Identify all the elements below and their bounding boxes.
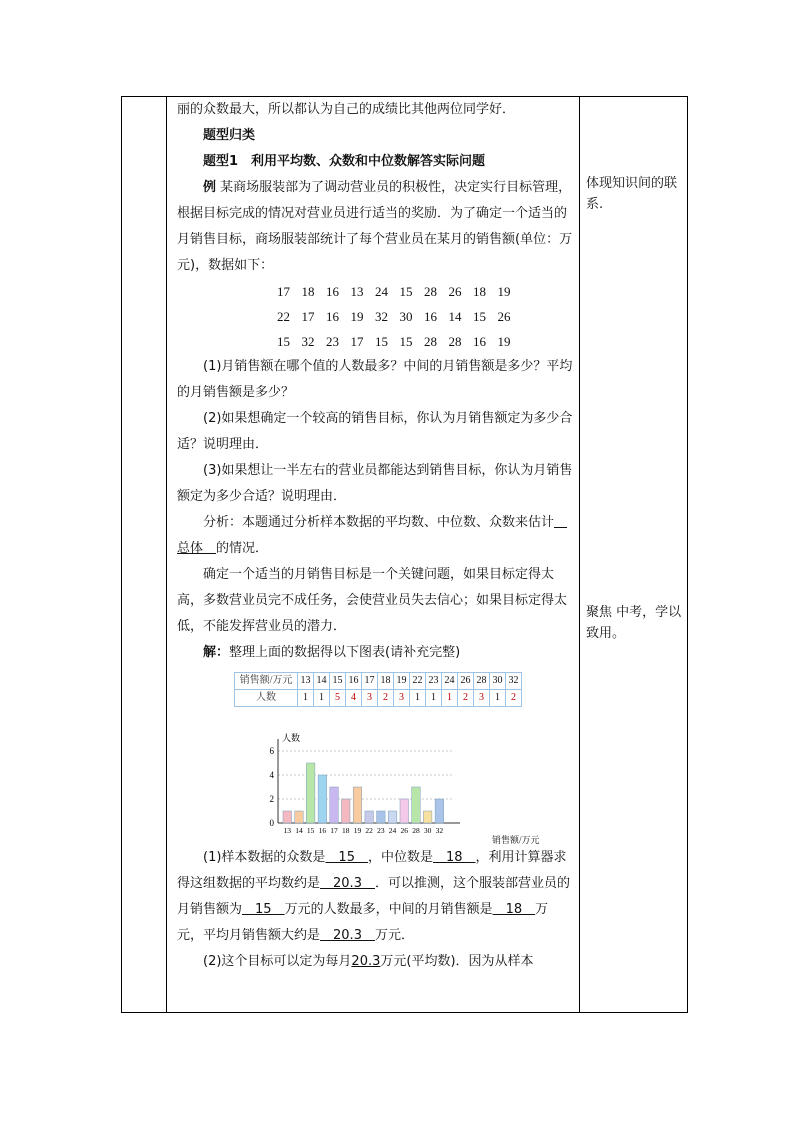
table-cell: 1 [410,690,426,707]
data-value: 16 [473,334,486,349]
analysis-paragraph [177,510,573,562]
table-cell: 5 [330,690,346,707]
x-tick-label: 23 [377,826,385,835]
answer-2 [177,949,573,975]
bar [365,811,374,823]
x-tick-label: 15 [306,826,315,835]
data-value: 15 [399,334,413,349]
key-paragraph: 确定一个适当的月销售目标是一个关键问题，如果目标定得太高，多数营业员完不成任务，会使营业员失去信心；如果目标定得太低，不能发挥营业员的潜力． [177,567,568,634]
answer-text: ，利用计算器求得这组数据的平均数约是 [177,850,567,891]
table-cell: 24 [442,673,458,690]
table-cell: 1 [490,690,506,707]
data-value: 15 [399,284,413,299]
answer-blank: 总体 [177,515,568,556]
table-cell: 2 [506,690,522,707]
bar [283,811,292,823]
example-text: 某商场服装部为了调动营业员的积极性，决定实行目标管理，根据目标完成的情况对营业员进行适当的奖励．为了确定一个适当的月销售目标，商场服装部统计了每个营业员在某月的销售额(单位：万元)，数据如下： [177,180,573,273]
solution-paragraph [177,640,573,666]
answer-blank: 20.3 [320,928,375,943]
data-value: 26 [448,284,462,299]
data-value: 15 [277,334,290,349]
x-tick-label: 22 [365,826,373,835]
data-row [177,304,573,329]
y-tick-label: 4 [269,770,274,780]
data-value: 13 [350,284,364,299]
data-value: 17 [350,334,364,349]
bar [388,811,397,823]
data-value: 16 [424,309,437,324]
data-row [177,329,573,354]
data-value: 17 [301,309,315,324]
data-value: 22 [277,309,290,324]
table-cell: 15 [330,673,346,690]
data-value: 15 [375,334,388,349]
x-tick-label: 24 [388,826,397,835]
table-cell: 2 [378,690,394,707]
bar [306,763,315,823]
bar [400,799,409,823]
data-value: 28 [448,334,462,349]
data-value: 30 [399,309,413,324]
bar-chart-svg [252,723,482,845]
data-value: 32 [375,309,388,324]
analysis-text: 的情况． [216,541,269,556]
bar [318,775,327,823]
table-cell: 19 [394,673,410,690]
answer-blank: 20.3 [320,876,375,891]
answer-text: ．可以推测，这个服装部营业员的月销售额为 [177,876,570,917]
table-cell: 30 [490,673,506,690]
question-1: (1)月销售额在哪个值的人数最多？中间的月销售额是多少？平均的月销售额是多少？ [177,359,573,400]
y-tick-label: 6 [269,746,274,756]
data-value: 18 [301,284,315,299]
data-value: 28 [424,284,437,299]
data-value: 26 [497,309,511,324]
x-tick-label: 17 [330,826,338,835]
chart-xlabel: 销售额/万元 [492,835,540,845]
x-tick-label: 26 [400,826,408,835]
data-value: 32 [301,334,315,349]
table-cell: 32 [506,673,522,690]
column-divider-right [579,97,580,1012]
answer-text: 万元，平均月销售额大约是 [177,902,549,943]
data-value: 18 [473,284,486,299]
example-label: 例 [203,180,217,195]
x-tick-label: 32 [435,826,444,835]
table-header: 销售额/万元 [235,673,298,690]
answer-text: (1)样本数据的众数是 [203,850,326,865]
x-tick-label: 14 [295,826,303,835]
answer-text: (2)这个目标可以定为每月 [203,954,352,969]
bar [353,787,362,823]
table-cell: 16 [346,673,362,690]
table-cell: 28 [474,673,490,690]
data-value: 19 [497,334,511,349]
bar-chart [177,723,573,845]
bar [342,799,351,823]
answer-text: 万元(平均数)．因为从样本 [380,954,534,969]
data-value: 16 [326,284,339,299]
main-content [171,97,579,975]
analysis-text: 分析：本题通过分析样本数据的平均数、中位数、众数来估计 [203,515,555,530]
bar [423,811,432,823]
x-tick-label: 18 [342,826,350,835]
answer-blank: 18 [492,902,536,917]
table-cell: 3 [362,690,378,707]
bar [377,811,386,823]
x-tick-label: 13 [283,826,291,835]
data-value: 19 [350,309,364,324]
table-cell: 1 [298,690,314,707]
data-value: 19 [497,284,511,299]
data-value: 24 [375,284,388,299]
data-value: 17 [277,284,290,299]
question-3: (3)如果想让一半左右的营业员都能达到销售目标，你认为月销售额定为多少合适？说明理由． [177,463,573,504]
x-tick-label: 30 [423,826,432,835]
solution-label: 解： [203,645,230,660]
question-2: (2)如果想确定一个较高的销售目标，你认为月销售额定为多少合适？说明理由． [177,411,573,452]
table-cell: 3 [394,690,410,707]
table-row [235,690,522,707]
data-row [177,279,573,304]
table-cell: 26 [458,673,474,690]
answer-text: ，中位数是 [367,850,433,865]
bar [295,811,304,823]
answer-blank: 20.3 [351,954,381,969]
table-cell: 14 [314,673,330,690]
table-cell: 18 [378,673,394,690]
data-value: 14 [448,309,462,324]
bar [412,787,421,823]
table-header: 人数 [235,690,298,707]
answer-text: 万元的人数最多，中间的月销售额是 [284,902,493,917]
column-divider-left [166,97,167,1012]
side-note-1: 体现知识间的联系. [586,176,678,212]
data-value: 16 [326,309,339,324]
table-cell: 1 [442,690,458,707]
data-block [177,279,573,354]
data-value: 15 [473,309,486,324]
answer-blank: 15 [242,902,285,917]
side-note-2: 聚焦 中考，学以致用。 [586,605,682,641]
x-tick-label: 28 [412,826,420,835]
answer-blank: 15 [325,850,368,865]
answer-text: 万元． [374,928,414,943]
x-tick-label: 16 [318,826,327,835]
table-cell: 17 [362,673,378,690]
solution-text: 整理上面的数据得以下图表(请补充完整) [229,645,461,660]
table-cell: 23 [426,673,442,690]
table-cell: 1 [426,690,442,707]
lesson-table [121,96,688,1013]
frequency-table [234,672,522,707]
type-title: 题型1 利用平均数、众数和中位数解答实际问题 [203,154,486,169]
table-cell: 13 [298,673,314,690]
y-axis-label: 人数 [282,733,301,743]
table-row [235,673,522,690]
section-title: 题型归类 [203,128,256,143]
table-cell: 2 [458,690,474,707]
table-cell: 3 [474,690,490,707]
y-tick-label: 0 [269,818,274,828]
table-cell: 22 [410,673,426,690]
table-cell: 4 [346,690,362,707]
x-tick-label: 19 [353,826,362,835]
bar [330,787,339,823]
data-value: 23 [326,334,339,349]
table-cell: 1 [314,690,330,707]
intro-line: 丽的众数最大，所以都认为自己的成绩比其他两位同学好． [177,102,516,117]
bar [435,799,444,823]
answer-1 [177,845,573,949]
example-paragraph [177,175,573,279]
answer-blank: 18 [432,850,476,865]
y-tick-label: 2 [269,794,274,804]
data-value: 28 [424,334,437,349]
